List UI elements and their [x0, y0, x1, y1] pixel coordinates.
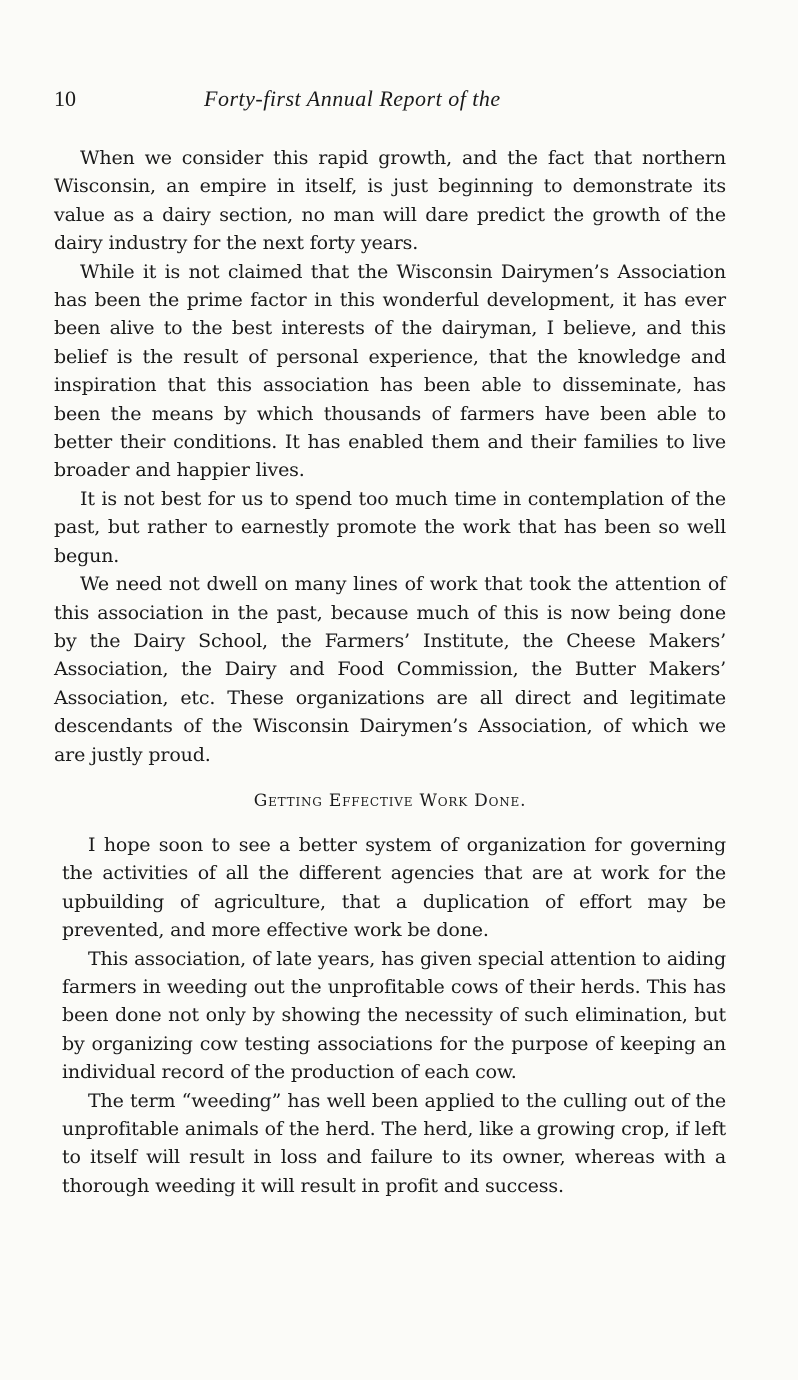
paragraph: While it is not claimed that the Wisconsin Dairymen’s Association has been the prime factor in this wonderful development, it has ever been alive to the best interests of the dairyman, I believe, and this belief is the result of personal experience, that the knowledge and inspiration that this association has been able to disseminate, has been the means by which thousands of farmers have been able to better their conditions. It has enabled them and their families to live broader and happier lives. — [54, 260, 726, 482]
paragraph: We need not dwell on many lines of work that took the attention of this association in the past, because much of this is now being done by the Dairy School, the Farmers’ Institute, the Cheese Makers’ Association, the Dairy and Food Commission, the Butter Makers’ Association, etc. These organizations are all direct and legitimate descendants of the Wisconsin Dairymen’s Association, of which we are justly proud. — [54, 573, 726, 766]
section-heading: Getting Effective Work Done. — [253, 790, 527, 811]
paragraph: This association, of late years, has given special attention to aiding farmers in weeding out the unprofitable cows of their herds. This has been done not only by showing the necessity of such elimination, but by organizing cow testing associations for the purpose of keeping an individual record of the production of each cow. — [62, 947, 726, 1084]
paragraph: When we consider this rapid growth, and the fact that northern Wisconsin, an empire in itself, is just beginning to demonstrate its value as a dairy section, no man will dare predict the growth of the dairy industry for the next forty years. — [54, 147, 726, 255]
running-header — [54, 86, 744, 118]
paragraph: It is not best for us to spend too much time in contemplation of the past, but rather to earnestly promote the work that has been so well begun. — [54, 487, 726, 567]
page-number: 10 — [54, 86, 76, 111]
body-text — [54, 144, 726, 1200]
paragraph: I hope soon to see a better system of organization for governing the activities of all the different agencies that are at work for the upbuilding of agriculture, that a duplication of effort may be prevented, and more effective work be done. — [62, 833, 726, 942]
paragraph: The term “weeding” has well been applied to the culling out of the unprofitable animals of the herd. The herd, like a growing crop, if left to itself will result in loss and failure to its owner, whereas with a thorough weeding it will result in profit and success. — [62, 1089, 726, 1197]
running-title: Forty-first Annual Report of the — [204, 86, 501, 111]
